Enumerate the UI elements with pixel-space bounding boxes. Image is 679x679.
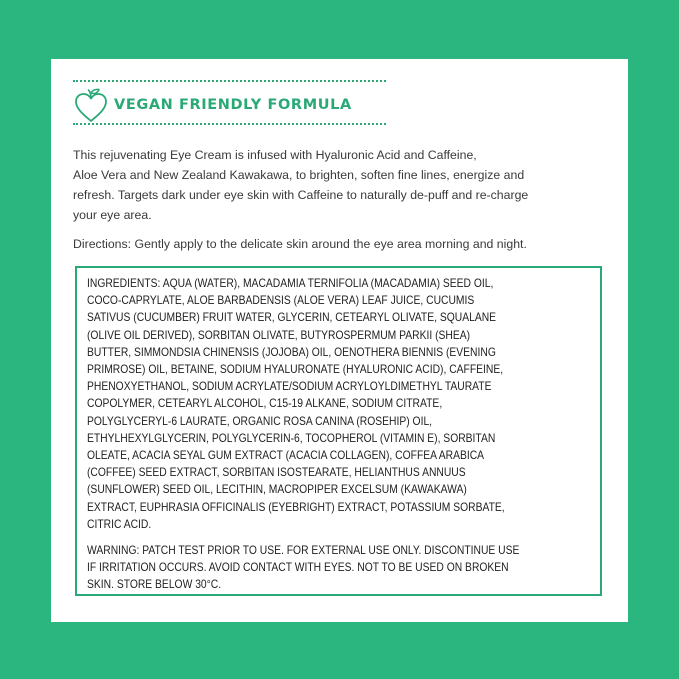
dotted-divider-top bbox=[73, 80, 386, 82]
ingredients-box bbox=[75, 266, 602, 596]
ingredients-line: (COFFEE) SEED EXTRACT, SORBITAN ISOSTEARATE, HELIANTHUS ANNUUS bbox=[87, 465, 466, 480]
warning-line: SKIN. STORE BELOW 30°C. bbox=[87, 577, 222, 592]
dotted-divider-bottom bbox=[73, 123, 386, 125]
ingredients-list bbox=[87, 275, 526, 533]
ingredients-line: (OLIVE OIL DERIVED), SORBITAN OLIVATE, BUTYROSPERMUM PARKII (SHEA) bbox=[87, 327, 471, 342]
warning-line: IF IRRITATION OCCURS. AVOID CONTACT WITH EYES. NOT TO BE USED ON BROKEN bbox=[87, 560, 509, 575]
ingredients-line: PRIMROSE) OIL, BETAINE, SODIUM HYALURONATE (HYALURONIC ACID), CAFFEINE, bbox=[87, 362, 504, 377]
heart-leaf-icon bbox=[74, 88, 108, 124]
ingredients-line: CITRIC ACID. bbox=[87, 516, 152, 531]
ingredients-line: SATIVUS (CUCUMBER) FRUIT WATER, GLYCERIN, CETEARYL OLIVATE, SQUALANE bbox=[87, 310, 497, 325]
product-info-card bbox=[51, 59, 628, 622]
ingredients-line: BUTTER, SIMMONDSIA CHINENSIS (JOJOBA) OIL, OENOTHERA BIENNIS (EVENING bbox=[87, 344, 496, 359]
description-line: your eye area. bbox=[73, 208, 152, 222]
description-line: refresh. Targets dark under eye skin with Caffeine to naturally de-puff and re-charge bbox=[73, 188, 529, 202]
ingredients-line: EXTRACT, EUPHRASIA OFFICINALIS (EYEBRIGHT) EXTRACT, POTASSIUM SORBATE, bbox=[87, 499, 505, 514]
ingredients-line: POLYGLYCERYL-6 LAURATE, ORGANIC ROSA CANINA (ROSEHIP) OIL, bbox=[87, 413, 433, 428]
description-line: This rejuvenating Eye Cream is infused with Hyaluronic Acid and Caffeine, bbox=[73, 148, 477, 162]
ingredients-line: (SUNFLOWER) SEED OIL, LECITHIN, MACROPIPER EXCELSUM (KAWAKAWA) bbox=[87, 482, 467, 497]
warning-text bbox=[87, 542, 526, 594]
description-line: Aloe Vera and New Zealand Kawakawa, to brighten, soften fine lines, energize and bbox=[73, 168, 525, 182]
ingredients-line: ETHYLHEXYLGLYCERIN, POLYGLYCERIN-6, TOCOPHEROL (VITAMIN E), SORBITAN bbox=[87, 430, 496, 445]
product-description bbox=[73, 145, 613, 225]
warning-line: WARNING: PATCH TEST PRIOR TO USE. FOR EXTERNAL USE ONLY. DISCONTINUE USE bbox=[87, 543, 520, 557]
ingredients-line: PHENOXYETHANOL, SODIUM ACRYLATE/SODIUM ACRYLOYLDIMETHYL TAURATE bbox=[87, 379, 492, 394]
ingredients-line: INGREDIENTS: AQUA (WATER), MACADAMIA TERNIFOLIA (MACADAMIA) SEED OIL, bbox=[87, 276, 494, 290]
directions-text: Directions: Gently apply to the delicate skin around the eye area morning and night. bbox=[73, 237, 527, 251]
section-title: VEGAN FRIENDLY FORMULA bbox=[114, 97, 352, 113]
ingredients-line: OLEATE, ACACIA SEYAL GUM EXTRACT (ACACIA COLLAGEN), COFFEA ARABICA bbox=[87, 448, 485, 463]
ingredients-line: COCO-CAPRYLATE, ALOE BARBADENSIS (ALOE VERA) LEAF JUICE, CUCUMIS bbox=[87, 293, 475, 308]
ingredients-line: COPOLYMER, CETEARYL ALCOHOL, C15-19 ALKANE, SODIUM CITRATE, bbox=[87, 396, 443, 411]
